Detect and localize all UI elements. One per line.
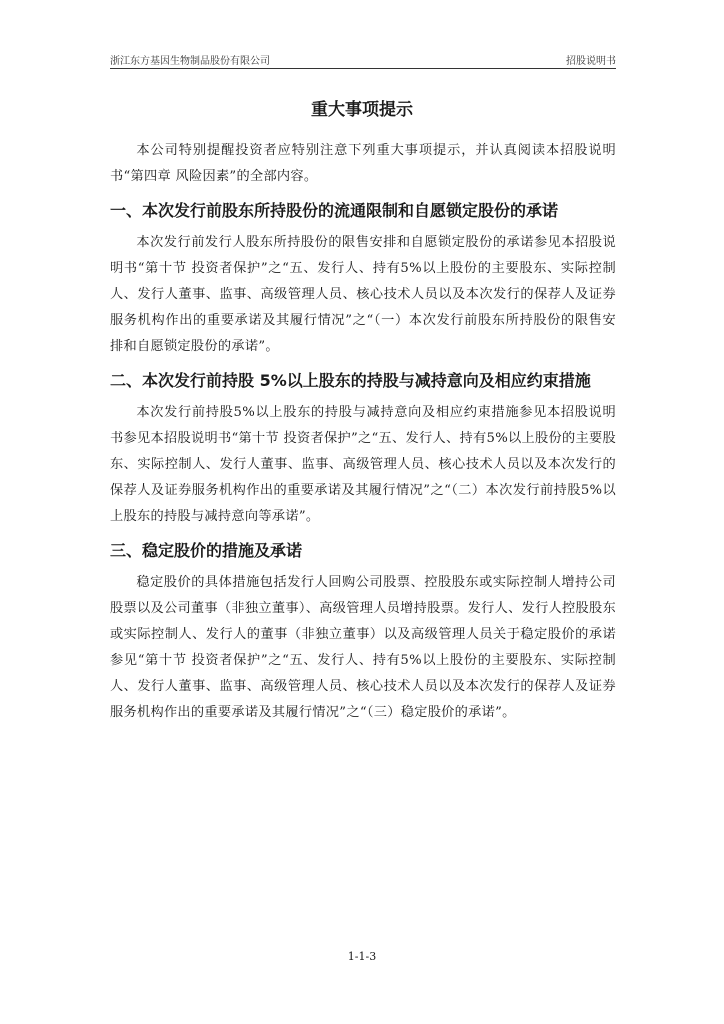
header-document-type: 招股说明书: [566, 56, 616, 67]
page-header: [110, 52, 616, 69]
section-heading-1: 一、本次发行前股东所持股份的流通限制和自愿锁定股份的承诺: [110, 201, 559, 220]
section-heading-3: 三、稳定股价的措施及承诺: [110, 541, 303, 560]
section-heading-2: 二、本次发行前持股 5%以上股东的持股与减持意向及相应约束措施: [110, 371, 591, 390]
document-body: [110, 138, 616, 726]
section-body-1: 本次发行前发行人股东所持股份的限售安排和自愿锁定股份的承诺参见本招股说明书“第十节 投资者保护”之“五、发行人、持有5%以上股份的主要股东、实际控制人、发行人董事、监事、高级管理人员、核心技术人员以及本次发行的保荐人及证券服务机构作出的重要承诺及其履行情况”之“（一）本次发行前股东所持股份的限售安排和自愿锁定股份的承诺”。: [110, 235, 616, 354]
page-number: 1-1-3: [347, 950, 377, 963]
intro-paragraph: 本公司特别提醒投资者应特别注意下列重大事项提示，并认真阅读本招股说明书“第四章 风险因素”的全部内容。: [110, 143, 616, 184]
page-title: 重大事项提示: [311, 100, 413, 120]
section-body-3: 稳定股价的具体措施包括发行人回购公司股票、控股股东或实际控制人增持公司股票以及公司董事（非独立董事）、高级管理人员增持股票。发行人、发行人控股股东或实际控制人、发行人的董事（非独立董事）以及高级管理人员关于稳定股价的承诺参见“第十节 投资者保护”之“五、发行人、持有5%以上股份的主要股东、实际控制人、发行人董事、监事、高级管理人员、核心技术人员以及本次发行的保荐人及证券服务机构作出的重要承诺及其履行情况”之“（三）稳定股价的承诺”。: [110, 575, 616, 720]
section-body-2: 本次发行前持股5%以上股东的持股与减持意向及相应约束措施参见本招股说明书参见本招股说明书“第十节 投资者保护”之“五、发行人、持有5%以上股份的主要股东、实际控制人、发行人董事、监事、高级管理人员、核心技术人员以及本次发行的保荐人及证券服务机构作出的重要承诺及其履行情况”之“（二）本次发行前持股5%以上股东的持股与减持意向等承诺”。: [110, 405, 616, 524]
header-company-name: 浙江东方基因生物制品股份有限公司: [110, 56, 270, 67]
